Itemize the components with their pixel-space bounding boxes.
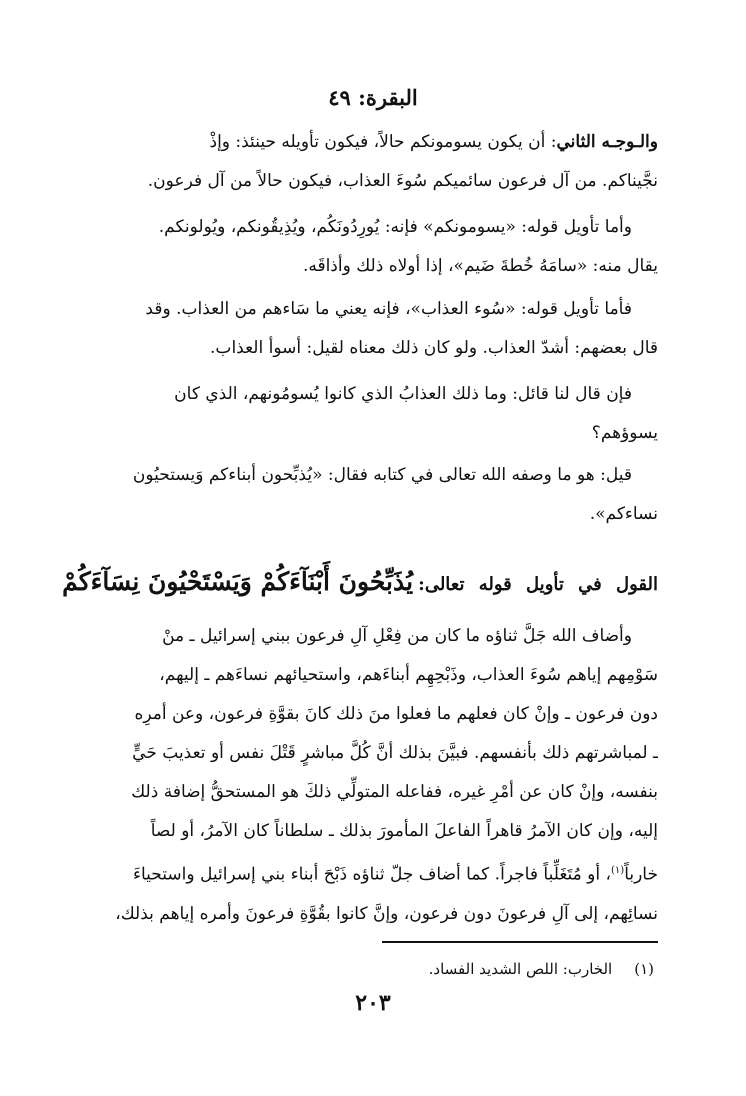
- paragraph-line: نسائِهم، إلى آلِ فرعونَ دون فرعون، وإنَّ كانوا بقُوَّةِ فرعونَ وأمره إياهم بذلك،: [115, 903, 658, 924]
- paragraph-line: دون فرعون ـ وإنْ كان فعلهم ما فعلوا منَ ذلك كانَ بقوَّةِ فرعون، وعن أمرِه: [134, 704, 658, 724]
- paragraph-line: قال بعضهم: أشدّ العذاب. ولو كان ذلك معناه لقيل: أسوأ العذاب.: [210, 338, 658, 358]
- paragraph-answer: [84, 456, 658, 534]
- running-header: البقرة: ٤٩: [328, 85, 418, 110]
- paragraph-line: وأضاف الله جَلَّ ثناؤه ما كان من فِعْلِ آلِ فرعون ببني إسرائيل ـ منْ: [162, 626, 632, 646]
- paragraph-line: [84, 851, 658, 895]
- paragraph-yasumunakum: [84, 208, 658, 286]
- paragraph-line: قيل: هو ما وصفه الله تعالى في كتابه فقال: «يُذبِّحون أبناءكم وَيستحيُون: [132, 465, 632, 485]
- page-number: ٢٠٣: [355, 990, 391, 1016]
- footnote-divider: [382, 941, 658, 943]
- paragraph-line: يسوؤهم؟: [591, 423, 658, 443]
- paragraph-line: فأما تأويل قوله: «سُوء العذاب»، فإنه يعني ما سَاءهم من العذاب. وقد: [145, 299, 632, 319]
- paragraph-line: إليه، وإن كان الآمرُ قاهراً الفاعلَ المأمورَ بذلك ـ سلطاناً كان الآمرُ، أو لصاً: [150, 821, 658, 841]
- paragraph-commentary: [84, 617, 658, 934]
- paragraph-line: يقال منه: «سامَهُ خُطةَ ضَيم»، إذا أولاه ذلك وأذاقَه.: [302, 256, 658, 276]
- paragraph-line: نساءكم».: [589, 504, 658, 524]
- paragraph-text: خارباً: [624, 864, 658, 885]
- paragraph-line: بنفسه، وإنْ كان عن أمْرِ غيره، ففاعله المتولِّي ذلكَ هو المستحقُّ إضافة ذلك: [131, 782, 658, 802]
- footnote-number: (١): [634, 960, 654, 978]
- paragraph-line: [84, 123, 658, 162]
- footnote: [429, 957, 654, 981]
- paragraph-text: ، أو مُتَغَلِّباً فاجراً. كما أضاف جلّ ثناؤه ذَبْحَ أبناء بني إسرائيل واستحياءَ: [132, 864, 611, 885]
- paragraph-line: ـ لمباشرتهم ذلك بأنفسهم. فبيَّنَ بذلك أنَّ كُلَّ مباشرٍ قَتْلَ نفس أو تعذيبَ حَيٍّ: [132, 743, 658, 763]
- paragraph-text: : أن يكون يسومونكم حالاً، فيكون تأويله حينئذ: وإذْ: [209, 132, 557, 152]
- footnote-text: الخارب: اللص الشديد الفساد.: [428, 960, 613, 978]
- paragraph-line: وأما تأويل قوله: «يسومونكم» فإنه: يُورِدُونَكُم، ويُذِيقُونكم، ويُولونكم.: [158, 217, 632, 237]
- paragraph-question: [84, 375, 658, 453]
- heading-lead: القول في تأويل قوله تعالى:: [418, 574, 658, 595]
- footnote-reference[interactable]: (١): [611, 865, 625, 876]
- paragraph-second-aspect: [84, 123, 658, 201]
- paragraph-line: نجَّيناكم. من آل فرعون سائميكم سُوءَ العذاب، فيكون حالاً من آل فرعون.: [147, 171, 658, 191]
- paragraph-su-al-adhab: [84, 290, 658, 368]
- section-heading: [62, 560, 658, 607]
- paragraph-lead: والـوجـه الثاني: [556, 132, 658, 152]
- paragraph-line: سَوْمِهم إياهم سُوءَ العذاب، وذَبْحِهِم أبناءَهم، واستحيائهم نساءَهم ـ إليهم،: [159, 665, 658, 685]
- quran-verse: يُذَبِّحُونَ أَبْنَآءَكُمْ وَيَسْتَحْيُونَ نِسَآءَكُمْ: [62, 567, 414, 596]
- paragraph-line: فإن قال لنا قائل: وما ذلك العذابُ الذي كانوا يُسومُونهم، الذي كان: [174, 384, 632, 404]
